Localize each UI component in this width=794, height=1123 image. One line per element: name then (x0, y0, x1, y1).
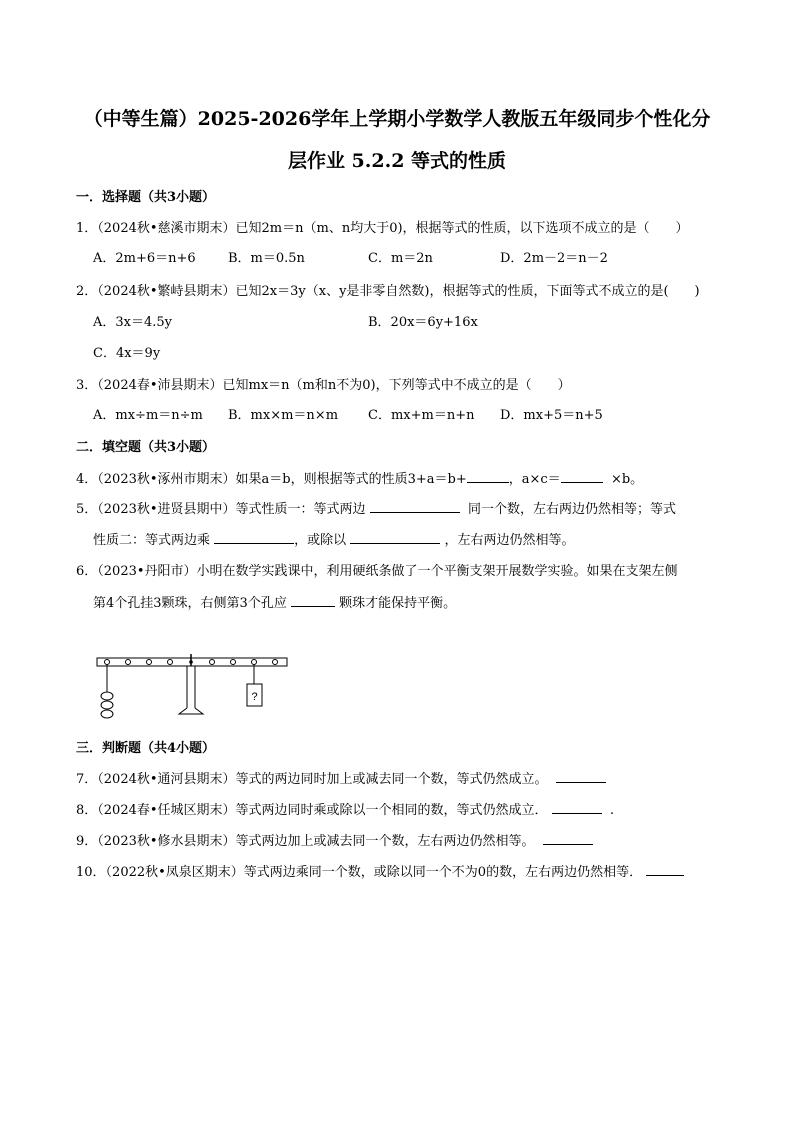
question-4 (76, 468, 643, 487)
question-5-line1 (76, 498, 676, 517)
question-1-option-a: A．2m+6＝n+6 (93, 251, 196, 266)
left-beads (101, 665, 113, 718)
question-3-stem: 3．（2024春•沛县期末）已知mx＝n（m和n不为0)，下列等式中不成立的是（ ） (76, 378, 571, 393)
answer-blank[interactable] (291, 594, 335, 607)
question-10 (76, 861, 684, 880)
answer-blank[interactable] (214, 531, 294, 544)
question-1-option-c: C．m＝2n (368, 251, 433, 266)
question-9-text: 9．（2023秋•修水县期末）等式两边加上或减去同一个数，左右两边仍然相等。 (76, 834, 535, 849)
section-heading-judge: 三．判断题（共4小题） (76, 741, 216, 756)
document-title-line1: （中等生篇）2025-2026学年上学期小学数学人教版五年级同步个性化分 (83, 108, 711, 130)
answer-blank[interactable] (646, 863, 684, 876)
question-5-text-3: 性质二：等式两边乘 (93, 533, 211, 548)
question-3-option-b: B．mx×m＝n×m (228, 408, 339, 423)
answer-blank[interactable] (467, 470, 509, 483)
question-3-option-c: C．mx+m＝n+n (368, 408, 475, 423)
answer-blank[interactable] (370, 500, 460, 513)
question-9 (76, 830, 593, 849)
question-1-stem: 1．（2024秋•慈溪市期末）已知2m＝n（m、n均大于0)，根据等式的性质，以下选项不成立的是（ ） (76, 221, 689, 236)
question-3-option-a: A．mx÷m＝n÷m (93, 408, 203, 423)
question-6-text-1: 第4个孔挂3颗珠，右侧第3个孔应 (93, 596, 287, 611)
answer-blank[interactable] (552, 801, 602, 814)
balance-figure (95, 650, 295, 722)
question-2-option-b: B．20x＝6y+16x (368, 315, 478, 330)
question-6-line2 (93, 592, 456, 611)
question-5-text-5: ，左右两边仍然相等。 (444, 533, 575, 548)
answer-blank[interactable] (350, 531, 440, 544)
question-10-text: 10．（2022秋•凤泉区期末）等式两边乘同一个数，或除以同一个不为0的数，左右两边仍然相等． (76, 865, 643, 880)
answer-blank[interactable] (556, 770, 606, 783)
question-2-option-c: C．4x＝9y (93, 346, 161, 361)
question-2-option-a: A．3x＝4.5y (93, 315, 173, 330)
question-8: 8．（2024春•任城区期末）等式两边同时乘或除以一个相同的数，等式仍然成立． . (76, 803, 615, 818)
section-heading-fill: 二．填空题（共3小题） (76, 440, 216, 455)
answer-blank[interactable] (543, 832, 593, 845)
question-2-stem: 2．（2024秋•繁峙县期末）已知2x＝3y（x、y是非零自然数)，根据等式的性质，下面等式不成立的是( ) (76, 284, 700, 299)
balance-stand (179, 666, 203, 714)
question-4-text-1: 4．（2023秋•涿州市期末）如果a＝b，则根据等式的性质3+a＝b+ (76, 472, 467, 487)
question-3-option-d: D．mx+5＝n+5 (500, 408, 603, 423)
question-1-option-b: B．m＝0.5n (228, 251, 305, 266)
question-box-label: ? (251, 691, 258, 703)
question-5-text-1: 5．（2023秋•进贤县期中）等式性质一：等式两边 (76, 502, 366, 517)
question-4-text-2: ，a×c＝ (508, 472, 561, 487)
question-7 (76, 768, 606, 787)
question-1-option-d: D．2m－2＝n－2 (500, 251, 608, 266)
question-4-text-3: ×b。 (610, 472, 644, 487)
question-5-line2 (93, 529, 574, 548)
answer-blank[interactable] (561, 470, 603, 483)
section-heading-choice: 一．选择题（共3小题） (76, 190, 216, 205)
question-6-line1: 6．（2023•丹阳市）小明在数学实践课中，利用硬纸条做了一个平衡支架开展数学实验。如果在支架左侧 (76, 564, 678, 579)
document-title-line2: 层作业 5.2.2 等式的性质 (287, 150, 507, 172)
question-5-text-4: ，或除以 (294, 533, 347, 548)
question-6-text-2: 颗珠才能保持平衡。 (339, 596, 457, 611)
question-8-text: 8．（2024春•任城区期末）等式两边同时乘或除以一个相同的数，等式仍然成立． (76, 803, 548, 818)
question-7-text: 7．（2024秋•通河县期末）等式的两边同时加上或减去同一个数，等式仍然成立。 (76, 772, 548, 787)
question-5-text-2: 同一个数，左右两边仍然相等；等式 (467, 502, 676, 517)
